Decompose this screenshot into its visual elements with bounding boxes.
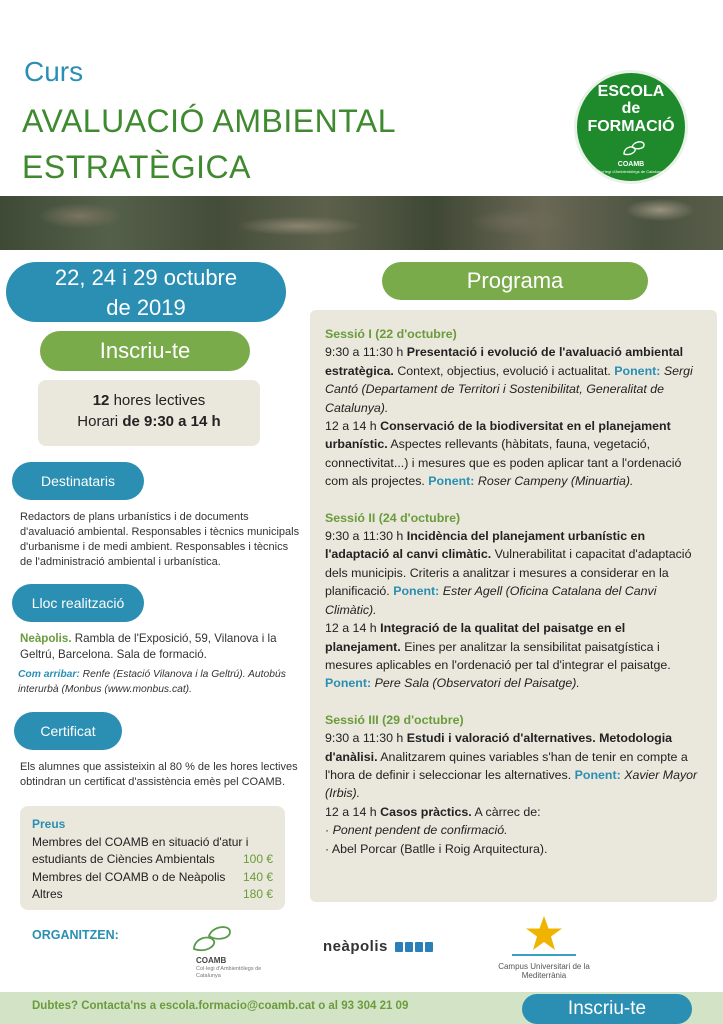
coamb-logo bbox=[190, 922, 280, 982]
coamb-leaf-icon bbox=[190, 922, 240, 956]
coamb-logo-name: COAMB bbox=[196, 956, 227, 965]
talk-time: 12 a 14 h bbox=[325, 419, 381, 434]
talk-title: Integració de la qualitat del paisatge en el planejament. bbox=[325, 621, 626, 654]
speaker-item: · Ponent pendent de confirmació. bbox=[325, 823, 508, 838]
course-dates bbox=[6, 262, 286, 322]
ponent-name: Roser Campeny (Minuartia). bbox=[474, 474, 634, 489]
prices-title: Preus bbox=[32, 817, 66, 831]
session-1-talk-2 bbox=[325, 417, 703, 491]
badge-line-2: de bbox=[621, 100, 641, 117]
price-label: Membres del COAMB en situació d'atur i bbox=[32, 834, 249, 849]
title-line-2: ESTRATÈGICA bbox=[22, 149, 251, 185]
talk-description: Eines per analitzar la sensibilitat paisatgística i mesures aplicables en l'ordenació per tal d'integrar el paisatge. bbox=[325, 639, 671, 672]
schedule-value: de 9:30 a 14 h bbox=[122, 413, 221, 430]
ponent-name: Ester Agell (Oficina Catalana del Canvi Climàtic). bbox=[325, 584, 657, 617]
talk-description: Aspectes rellevants (hàbitats, fauna, vegetació, connectivitat...) i mesures que es poden aplicar tant a l'ordenació com als projectes. bbox=[325, 437, 682, 489]
hours-text: hores lectives bbox=[109, 392, 206, 409]
campus-mediterrania-logo bbox=[494, 912, 594, 984]
hours-line bbox=[38, 390, 260, 411]
ponent-name: Pere Sala (Observatori del Paisatge). bbox=[371, 676, 580, 691]
ponent-label: Ponent: bbox=[428, 474, 475, 489]
ponent-label: Ponent: bbox=[614, 363, 661, 378]
certificat-text: Els alumnes que assisteixin al 80 % de les hores lectives obtindran un certificat d'assistència emès pel COAMB. bbox=[20, 761, 298, 788]
talk-description: Vulnerabilitat i capacitat d'adaptació dels municipis. Criteris a analitzar i mesures a considerar en la planificació. bbox=[325, 547, 692, 599]
arribar-label: Com arribar: bbox=[18, 669, 80, 680]
neapolis-square-icon bbox=[395, 942, 403, 952]
schedule-label: Horari bbox=[77, 413, 123, 430]
programa-heading: Programa bbox=[382, 262, 648, 300]
session-3-speaker-1 bbox=[325, 821, 703, 839]
prices-box bbox=[20, 806, 285, 910]
destinataris-text: Redactors de plans urbanístics i de documents d'avaluació ambiental. Responsables i tècnics municipals d'urbanisme i de medi ambient. Responsables i tècnics de l'administració ambiental i urbanística. bbox=[20, 511, 300, 568]
escola-formacio-logo bbox=[574, 70, 688, 184]
session-2-title: Sessió II (24 d'octubre) bbox=[325, 510, 461, 525]
talk-title: Presentació i evolució de l'avaluació ambiental estratègica. bbox=[325, 345, 684, 378]
talk-title: Incidència del planejament urbanístic en l'adaptació al canvi climàtic. bbox=[325, 529, 646, 562]
price-row bbox=[32, 886, 273, 904]
price-label: Membres del COAMB o de Neàpolis bbox=[32, 869, 226, 884]
talk-description: Context, objectius, evolució i actualitat. bbox=[393, 363, 615, 378]
certificat-heading: Certificat bbox=[14, 712, 122, 750]
price-row bbox=[32, 869, 273, 887]
star-icon bbox=[524, 914, 564, 954]
price-row bbox=[32, 851, 273, 869]
lloc-arribar bbox=[18, 667, 300, 697]
price-label: Altres bbox=[32, 887, 63, 901]
neapolis-square-icon bbox=[415, 942, 423, 952]
badge-line-3: FORMACIÓ bbox=[587, 118, 675, 135]
session-3-speaker-2: · Abel Porcar (Batlle i Roig Arquitectura). bbox=[325, 841, 548, 856]
price-label: estudiants de Ciències Ambientals bbox=[32, 852, 215, 866]
talk-time: 12 a 14 h bbox=[325, 621, 381, 636]
campus-logo-text: Campus Universitari de la Mediterrània bbox=[498, 962, 590, 980]
course-kicker: Curs bbox=[24, 56, 84, 87]
price-value: 100 € bbox=[242, 852, 273, 866]
schedule-line bbox=[38, 411, 260, 432]
badge-org-sub: Col·legi d'Ambientòlegs de Catalunya bbox=[597, 169, 665, 174]
badge-org: COAMB bbox=[617, 161, 645, 168]
footer-contact: Dubtes? Contacta'ns a escola.formacio@coamb.cat o al 93 304 21 09 bbox=[32, 1000, 409, 1012]
neapolis-square-icon bbox=[425, 942, 433, 952]
talk-description: A càrrec de: bbox=[471, 804, 541, 819]
neapolis-square-icon bbox=[405, 942, 413, 952]
ponent-name: Sergi Cantó (Departament de Territori i Sostenibilitat, Generalitat de Catalunya). bbox=[325, 363, 693, 415]
talk-title: Conservació de la biodiversitat en el planejament urbanístic. bbox=[325, 419, 671, 452]
session-3-talk-1 bbox=[325, 729, 703, 803]
dates-line-1: 22, 24 i 29 octubre bbox=[54, 265, 238, 290]
badge-line-1: ESCOLA bbox=[597, 83, 665, 100]
talk-time: 9:30 a 11:30 h bbox=[325, 529, 407, 544]
coamb-logo-sub: Col·legi d'Ambientòlegs de Catalunya bbox=[196, 966, 262, 979]
session-2-talk-1 bbox=[325, 527, 703, 619]
ponent-label: Ponent: bbox=[393, 584, 440, 599]
campus-divider bbox=[512, 954, 576, 956]
talk-time: 9:30 a 11:30 h bbox=[325, 345, 407, 360]
coamb-leaf-icon bbox=[621, 139, 647, 159]
hours-number: 12 bbox=[92, 392, 110, 409]
lloc-venue: Neàpolis. bbox=[20, 632, 72, 645]
hours-box bbox=[38, 380, 260, 446]
programa-box bbox=[310, 310, 717, 902]
ponent-label: Ponent: bbox=[325, 676, 372, 691]
ponent-name: Xavier Mayor (Irbis). bbox=[325, 767, 698, 801]
talk-title: Casos pràctics. bbox=[380, 804, 472, 819]
neapolis-logo-text: neàpolis bbox=[323, 938, 388, 955]
destinataris-heading: Destinataris bbox=[12, 462, 144, 500]
session-3-title: Sessió III (29 d'octubre) bbox=[325, 712, 464, 727]
arribar-text: Renfe (Estació Vilanova i la Geltrú). Autobús interurbà (Monbus (www.monbus.cat). bbox=[18, 669, 286, 695]
price-value: 140 € bbox=[242, 869, 273, 884]
footer-inscriu-button[interactable]: Inscriu-te bbox=[522, 994, 692, 1024]
ponent-label: Ponent: bbox=[574, 767, 621, 782]
inscriu-button[interactable]: Inscriu-te bbox=[40, 331, 250, 371]
session-1-title: Sessió I (22 d'octubre) bbox=[325, 327, 457, 341]
session-3-talk-2 bbox=[325, 803, 703, 821]
session-1-talk-1 bbox=[325, 343, 703, 417]
talk-time: 12 a 14 h bbox=[325, 804, 381, 819]
talk-description: Analitzarem quines variables s'han de tenir en compte a l'hora de definir i seleccionar les alternatives. bbox=[325, 749, 688, 782]
talk-time: 9:30 a 11:30 h bbox=[325, 731, 407, 746]
lloc-text bbox=[20, 631, 302, 663]
dates-line-2: de 2019 bbox=[106, 295, 186, 320]
talk-title: Estudi i valoració d'alternatives. Metodologia d'anàlisi. bbox=[325, 731, 673, 764]
lloc-heading: Lloc realització bbox=[12, 584, 144, 622]
neapolis-logo bbox=[323, 938, 433, 955]
course-title bbox=[22, 98, 396, 190]
price-value: 180 € bbox=[242, 887, 273, 901]
session-2-talk-2 bbox=[325, 619, 703, 693]
title-line-1: AVALUACIÓ AMBIENTAL bbox=[22, 103, 397, 139]
aerial-landscape-banner bbox=[0, 196, 723, 250]
lloc-address: Rambla de l'Exposició, 59, Vilanova i la Geltrú, Barcelona. Sala de formació. bbox=[20, 632, 277, 661]
price-row bbox=[32, 834, 273, 852]
organitzen-label: ORGANITZEN: bbox=[32, 928, 119, 942]
